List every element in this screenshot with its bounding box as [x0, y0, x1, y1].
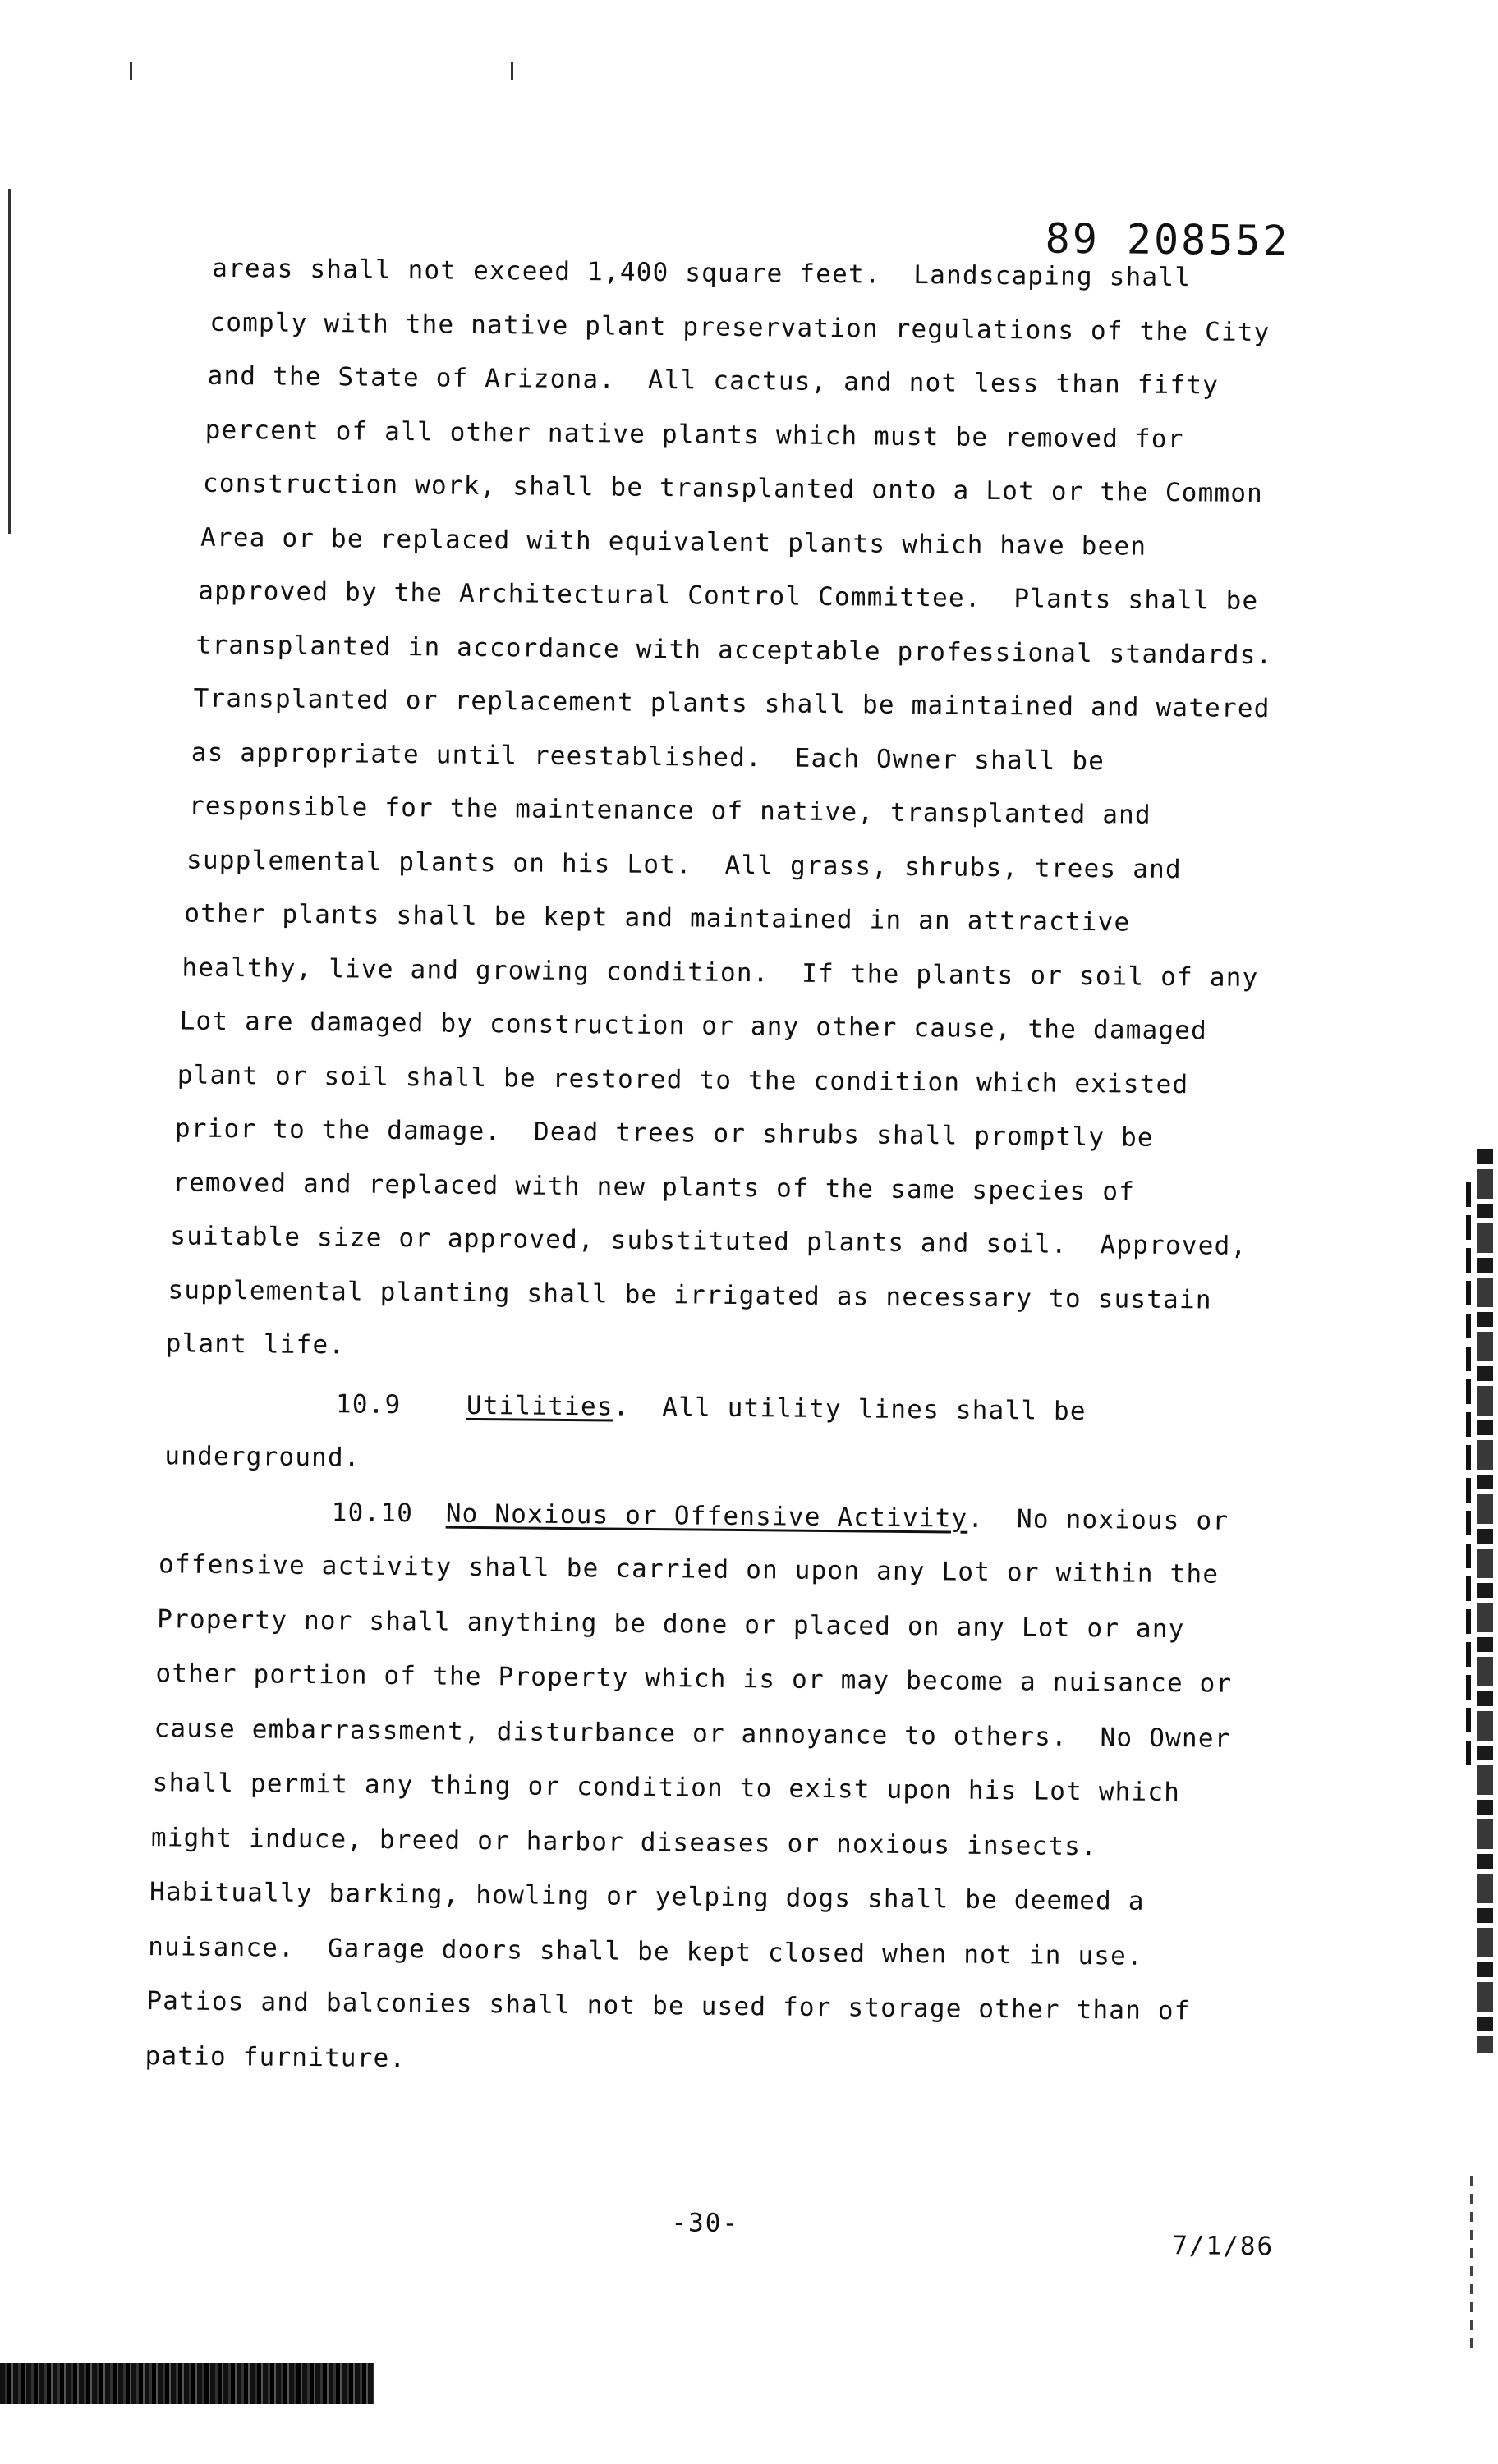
text-line: patio furniture.	[145, 2040, 407, 2073]
text-line: shall permit any thing or condition to exist upon his Lot which	[152, 1768, 1181, 1808]
section-number: 10.9	[335, 1389, 402, 1420]
page-number: -30-	[671, 2208, 740, 2239]
text-line: nuisance. Garage doors shall be kept closed when not in use.	[148, 1931, 1144, 1971]
text-line: Lot are damaged by construction or any other cause, the damaged	[179, 1006, 1208, 1046]
text-line: removed and replaced with new plants of the same species of	[172, 1167, 1136, 1207]
text-line: responsible for the maintenance of native, transplanted and	[188, 791, 1152, 830]
text-line: Property nor shall anything be done or placed on any Lot or any	[157, 1604, 1185, 1644]
text-line: offensive activity shall be carried on upon any Lot or within the	[158, 1549, 1220, 1590]
text-line: and the State of Arizona. All cactus, and not less than fifty	[207, 360, 1220, 401]
text-line: other portion of the Property which is or may become a nuisance or	[155, 1659, 1233, 1699]
text-line: comply with the native plant preservation regulations of the City	[209, 307, 1271, 347]
section-heading: Utilities	[466, 1390, 613, 1422]
section-text: No noxious or	[1016, 1504, 1229, 1536]
scan-edge-right	[1470, 2176, 1473, 2356]
section-text: All utility lines shall be	[662, 1393, 1087, 1427]
text-line: as appropriate until reestablished. Each Owner shall be	[191, 737, 1105, 776]
text-line: construction work, shall be transplanted onto a Lot or the Common	[202, 468, 1264, 509]
document-number: 89 208552	[1045, 214, 1290, 265]
section-10-10-line: 10.10 No Noxious or Offensive Activity. No noxious or	[331, 1498, 1229, 1536]
text-line: Patios and balconies shall not be used for storage other than of	[146, 1986, 1191, 2026]
text-line: prior to the damage. Dead trees or shrubs shall promptly be	[174, 1113, 1154, 1153]
text-line: supplemental planting shall be irrigated as necessary to sustain	[168, 1274, 1212, 1315]
text-line: cause embarrassment, disturbance or annoyance to others. No Owner	[154, 1713, 1231, 1754]
section-10-9-line: 10.9 Utilities. All utility lines shall be	[335, 1389, 1087, 1427]
text-line: Habitually barking, howling or yelping dogs shall be deemed a	[149, 1877, 1145, 1916]
text-line: Transplanted or replacement plants shall be maintained and watered	[193, 683, 1271, 724]
text-line: might induce, breed or harbor diseases or noxious insects.	[150, 1822, 1098, 1861]
text-line: healthy, live and growing condition. If the plants or soil of any	[182, 952, 1259, 993]
scan-mark	[511, 62, 513, 80]
section-10-9-continuation: underground.	[164, 1441, 361, 1473]
scan-edge-left	[8, 189, 11, 534]
section-heading: No Noxious or Offensive Activity	[445, 1498, 968, 1534]
section-number: 10.10	[331, 1498, 414, 1529]
scan-edge-right	[1466, 1182, 1471, 1773]
scan-mark	[130, 62, 132, 80]
revision-date: 7/1/86	[1172, 2231, 1275, 2262]
text-line: plant or soil shall be restored to the condition which existed	[177, 1059, 1189, 1099]
text-line: plant life.	[165, 1328, 346, 1360]
text-line: percent of all other native plants which must be removed for	[204, 415, 1184, 454]
text-line: Area or be replaced with equivalent plants which have been	[200, 522, 1147, 562]
scan-bar-bottom	[0, 2363, 374, 2404]
text-line: supplemental plants on his Lot. All grass, shrubs, trees and	[186, 845, 1182, 884]
text-line: suitable size or approved, substituted plants and soil. Approved,	[170, 1221, 1248, 1261]
text-line: areas shall not exceed 1,400 square feet. Landscaping shall	[212, 253, 1192, 293]
text-line: approved by the Architectural Control Committee. Plants shall be	[198, 576, 1259, 617]
text-line: transplanted in accordance with acceptable professional standards.	[195, 630, 1273, 670]
text-line: other plants shall be kept and maintained in an attractive	[184, 898, 1131, 938]
scan-edge-right	[1477, 1149, 1493, 2053]
